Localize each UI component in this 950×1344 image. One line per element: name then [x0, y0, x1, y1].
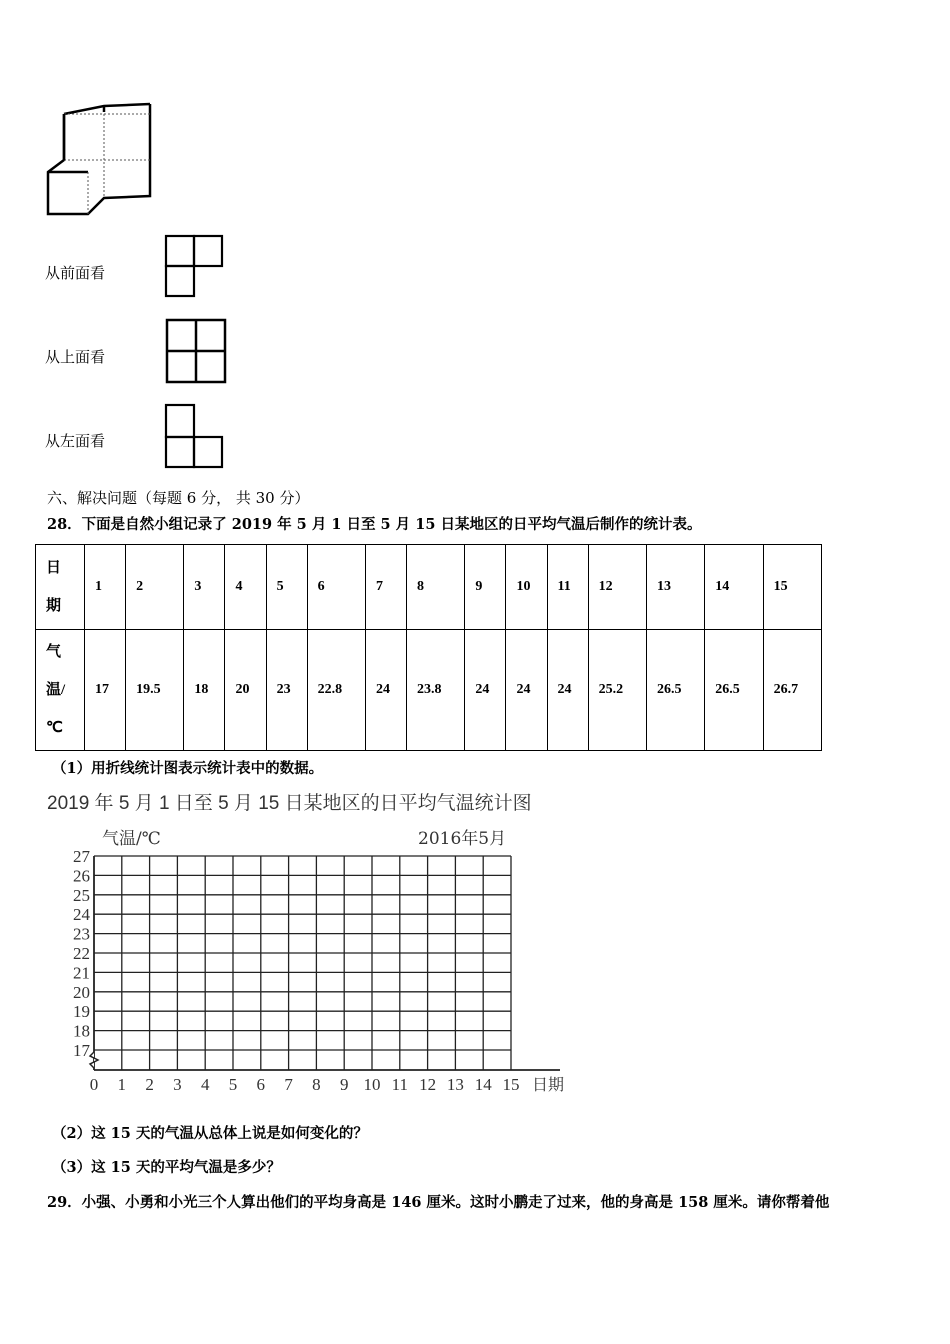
temp-cell: 26.5	[646, 630, 704, 751]
temp-cell: 25.2	[588, 630, 646, 751]
x-tick-label: 10	[363, 1075, 381, 1094]
day-cell: 14	[705, 545, 763, 630]
top-view-label: 从上面看	[45, 348, 106, 366]
date-header-char-2: 期	[46, 598, 62, 614]
day-cell: 15	[763, 545, 821, 630]
day-cell: 8	[407, 545, 465, 630]
y-tick-label: 20	[73, 982, 90, 1002]
day-cell: 4	[225, 545, 266, 630]
temp-cell: 18	[184, 630, 225, 751]
temperature-header-cell	[36, 630, 85, 751]
x-tick-label: 5	[228, 1075, 238, 1094]
day-cell: 3	[184, 545, 225, 630]
temp-header-line-3: ℃	[46, 720, 63, 736]
temp-cell: 22.8	[307, 630, 365, 751]
temp-cell: 17	[85, 630, 126, 751]
x-tick-label: 4	[200, 1075, 210, 1094]
temp-cell: 24	[465, 630, 506, 751]
x-tick-label: 3	[173, 1075, 182, 1094]
y-tick-label: 27	[73, 847, 90, 866]
x-tick-label: 11	[391, 1075, 408, 1094]
x-tick-label: 15	[502, 1075, 520, 1094]
date-row	[36, 545, 822, 630]
x-tick-label: 13	[446, 1075, 464, 1094]
y-tick-label: 18	[73, 1021, 90, 1041]
date-header-cell	[36, 545, 85, 630]
section-six-heading: 六、解决问题（每题 6 分， 共 30 分）	[47, 489, 310, 507]
y-tick-label: 23	[73, 924, 90, 944]
sub-question-2: （2）这 15 天的气温从总体上说是如何变化的？	[52, 1125, 368, 1142]
temp-header-line-2: 温/	[46, 682, 66, 698]
temperature-line-chart	[40, 820, 600, 1100]
day-cell: 6	[307, 545, 365, 630]
y-tick-label: 25	[73, 885, 90, 905]
question-29-text: 29．小强、小勇和小光三个人算出他们的平均身高是 146 厘米。这时小鹏走了过来，他的身高是 158 厘米。请你帮着他	[47, 1194, 830, 1211]
temp-cell: 26.5	[705, 630, 763, 751]
temp-cell: 20	[225, 630, 266, 751]
day-cell: 5	[266, 545, 307, 630]
temp-cell: 23.8	[407, 630, 465, 751]
temp-cell: 24	[365, 630, 406, 751]
temperature-row	[36, 630, 822, 751]
day-cell: 2	[126, 545, 184, 630]
temp-cell: 23	[266, 630, 307, 751]
temp-cell: 24	[506, 630, 547, 751]
x-tick-label: 14	[474, 1075, 492, 1094]
day-cell: 10	[506, 545, 547, 630]
front-view-figure	[162, 234, 226, 300]
day-cell: 11	[547, 545, 588, 630]
chart-title: 2019 年 5 月 1 日至 5 月 15 日某地区的日平均气温统计图	[47, 793, 532, 814]
temp-header-line-1: 气	[46, 644, 62, 660]
day-cell: 13	[646, 545, 704, 630]
top-view-figure	[162, 316, 230, 386]
day-cell: 9	[465, 545, 506, 630]
chart-corner-note: 2016年5月	[418, 829, 507, 849]
y-axis-label: 气温/℃	[102, 829, 161, 849]
x-axis-label: 日期	[532, 1075, 565, 1094]
day-cell: 7	[365, 545, 406, 630]
left-view-label: 从左面看	[45, 432, 106, 450]
y-tick-label: 19	[73, 1002, 90, 1022]
front-view-label: 从前面看	[45, 264, 106, 282]
x-tick-label: 2	[145, 1075, 154, 1094]
day-cell: 1	[85, 545, 126, 630]
y-tick-label: 26	[73, 866, 90, 886]
temperature-table	[35, 544, 822, 751]
temp-cell: 26.7	[763, 630, 821, 751]
axis-break-mark	[90, 1052, 98, 1068]
temp-cell: 24	[547, 630, 588, 751]
y-tick-label: 24	[73, 905, 90, 925]
cube-solid-figure	[44, 100, 159, 220]
sub-question-3: （3）这 15 天的平均气温是多少？	[52, 1159, 281, 1176]
y-tick-label: 21	[73, 963, 90, 983]
temp-cell: 19.5	[126, 630, 184, 751]
x-tick-label: 6	[256, 1075, 266, 1094]
x-tick-label: 1	[117, 1075, 127, 1094]
x-tick-label: 9	[339, 1075, 349, 1094]
x-tick-label: 0	[89, 1075, 99, 1094]
question-28-stem: 28．下面是自然小组记录了 2019 年 5 月 1 日至 5 月 15 日某地区的日平均气温后制作的统计表。	[47, 516, 702, 533]
x-tick-label: 8	[312, 1075, 321, 1094]
x-tick-label: 12	[419, 1075, 437, 1094]
y-tick-label: 22	[73, 944, 90, 963]
sub-question-1: （1）用折线统计图表示统计表中的数据。	[52, 760, 324, 777]
date-header-char-1: 日	[46, 560, 62, 576]
x-tick-label: 7	[284, 1075, 293, 1094]
day-cell: 12	[588, 545, 646, 630]
left-view-figure	[162, 402, 226, 472]
y-tick-label: 17	[73, 1041, 90, 1060]
